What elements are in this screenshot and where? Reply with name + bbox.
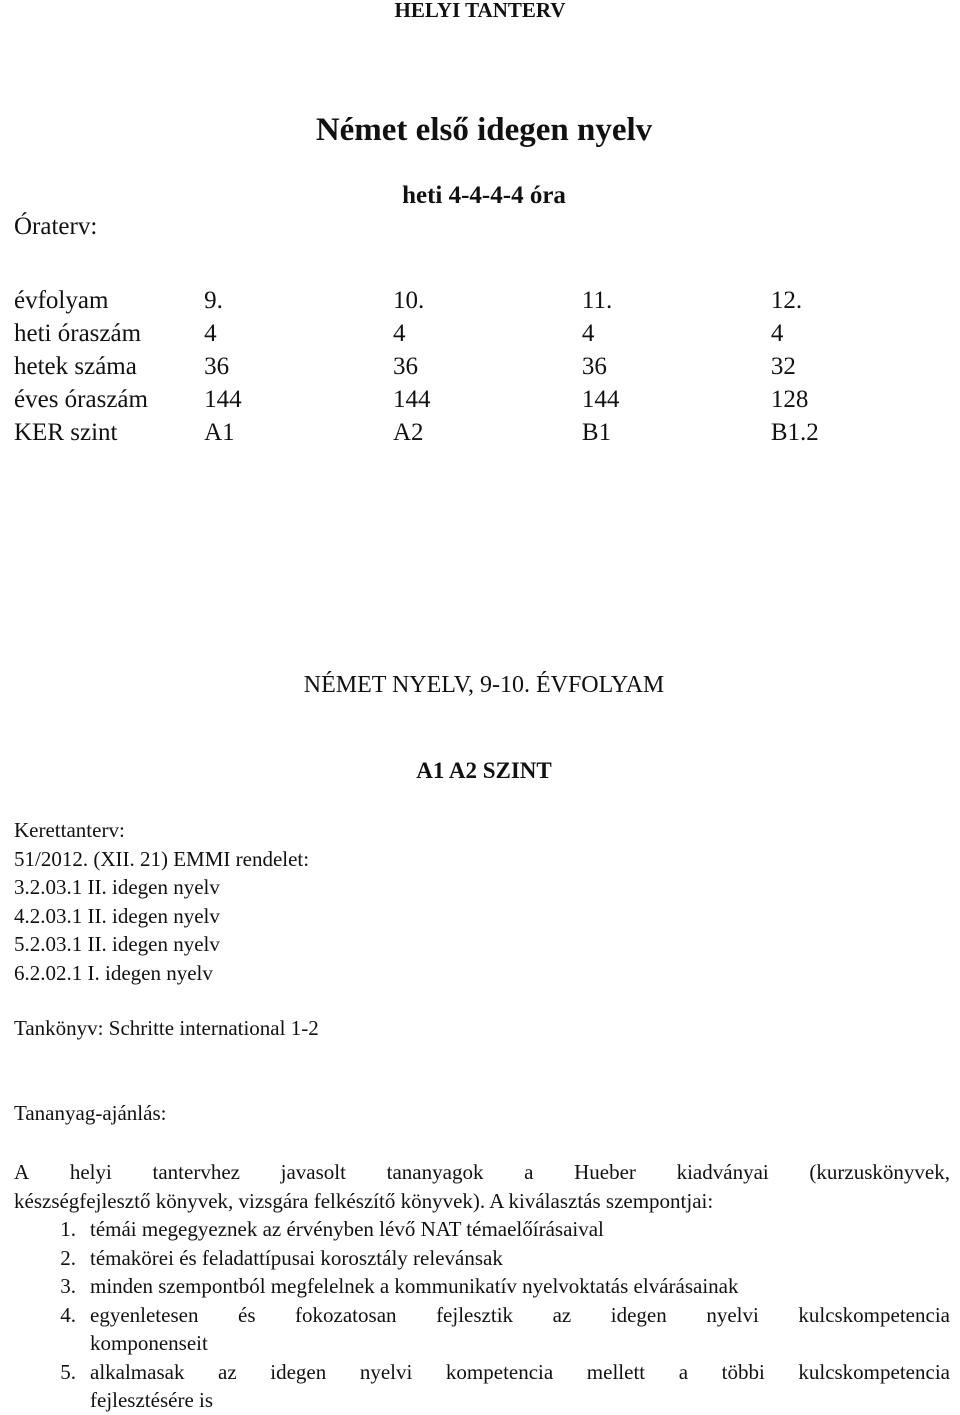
list-number: 2. <box>60 1245 76 1270</box>
row-label: heti óraszám <box>14 320 142 347</box>
row-label: KER szint <box>14 419 118 446</box>
list-item <box>14 1215 950 1244</box>
word: fokozatosan <box>295 1302 397 1327</box>
weekly-hours-subtitle: heti 4-4-4-4 óra <box>402 182 566 209</box>
kerettanterv-line: 5.2.03.1 II. idegen nyelv <box>14 932 220 956</box>
table-cell: A1 <box>204 419 235 446</box>
word: mellett <box>586 1359 646 1384</box>
kerettanterv-block <box>14 816 309 987</box>
word: javasolt <box>280 1160 346 1184</box>
list-item <box>14 1244 950 1273</box>
recommendation-paragraph <box>14 1158 950 1215</box>
table-row <box>14 317 960 350</box>
section-level: A1 A2 SZINT <box>416 758 552 783</box>
criteria-list <box>14 1215 950 1415</box>
list-number: 3. <box>60 1274 76 1298</box>
table-cell: 144 <box>392 386 431 413</box>
table-header-row <box>14 284 960 317</box>
word: (kurzuskönyvek, <box>809 1160 950 1184</box>
word: a <box>678 1359 689 1384</box>
hours-table <box>14 284 960 449</box>
list-number: 5. <box>60 1359 76 1384</box>
list-text-line <box>90 1358 950 1387</box>
list-text <box>90 1358 950 1415</box>
word: kulcskompetencia <box>798 1359 950 1384</box>
word: helyi <box>69 1160 112 1184</box>
kerettanterv-line: 4.2.03.1 II. idegen nyelv <box>14 903 220 928</box>
section-title: NÉMET NYELV, 9-10. ÉVFOLYAM <box>303 672 665 698</box>
table-cell: 4 <box>770 320 784 347</box>
page-title: Német első idegen nyelv <box>315 112 653 148</box>
document-header: HELYI TANTERV <box>394 0 566 22</box>
word: többi <box>721 1359 765 1384</box>
word: az <box>218 1359 237 1384</box>
list-number: 4. <box>60 1302 76 1327</box>
table-cell: 128 <box>770 386 809 413</box>
table-row <box>14 383 960 416</box>
table-cell: B1 <box>581 419 612 446</box>
list-item <box>14 1358 950 1415</box>
oraterv-label: Óraterv: <box>14 213 98 240</box>
table-cell: 32 <box>770 353 796 380</box>
list-text-line <box>90 1301 950 1330</box>
table-cell: 4 <box>581 320 595 347</box>
table-cell: 36 <box>581 353 607 380</box>
word: kulcskompetencia <box>798 1302 950 1327</box>
word: nyelvi <box>706 1302 759 1327</box>
table-cell: 36 <box>204 353 230 380</box>
word: kompetencia <box>445 1359 554 1384</box>
row-label: hetek száma <box>14 353 137 380</box>
word: kiadványai <box>676 1160 769 1184</box>
table-cell: B1.2 <box>770 419 819 446</box>
word: tantervhez <box>152 1160 240 1184</box>
table-header-cell: évfolyam <box>14 287 109 314</box>
list-item <box>14 1272 950 1301</box>
word: az <box>552 1302 572 1327</box>
table-cell: 144 <box>204 386 242 413</box>
kerettanterv-line: 6.2.02.1 I. idegen nyelv <box>14 960 213 985</box>
table-header-cell: 11. <box>581 287 613 314</box>
list-text-line: komponenseit <box>90 1331 208 1355</box>
list-item <box>14 1301 950 1358</box>
paragraph-line <box>14 1158 950 1187</box>
list-text <box>90 1301 950 1358</box>
word: tananyagok <box>386 1160 484 1184</box>
kerettanterv-line: 51/2012. (XII. 21) EMMI rendelet: <box>14 846 310 871</box>
word: alkalmasak <box>90 1359 185 1384</box>
list-number: 1. <box>60 1217 76 1241</box>
textbook-line: Tankönyv: Schritte international 1-2 <box>14 1016 319 1040</box>
word: egyenletesen <box>90 1302 199 1327</box>
word: és <box>238 1302 256 1327</box>
table-cell: A2 <box>392 419 424 446</box>
word: idegen <box>270 1359 327 1384</box>
table-cell: 144 <box>581 386 620 413</box>
kerettanterv-line: Kerettanterv: <box>14 818 125 842</box>
table-cell: 36 <box>392 353 418 380</box>
table-header-cell: 10. <box>392 287 425 314</box>
word: nyelvi <box>359 1359 413 1384</box>
table-header-cell: 12. <box>770 287 803 314</box>
paragraph-line: készségfejlesztő könyvek, vizsgára felkészítő könyvek). A kiválasztás szempontjai: <box>14 1188 714 1213</box>
word: A <box>14 1160 30 1184</box>
word: fejlesztik <box>436 1302 514 1327</box>
list-text: minden szempontból megfelelnek a kommunikatív nyelvoktatás elvárásainak <box>90 1274 739 1298</box>
kerettanterv-line: 3.2.03.1 II. idegen nyelv <box>14 875 220 899</box>
word: idegen <box>610 1302 667 1327</box>
material-recommendation-label: Tananyag-ajánlás: <box>14 1101 167 1125</box>
table-cell: 4 <box>392 320 406 347</box>
list-text: témái megegyeznek az érvényben lévő NAT témaelőírásaival <box>90 1217 604 1241</box>
table-cell: 4 <box>204 320 217 347</box>
table-row <box>14 350 960 383</box>
word: Hueber <box>574 1160 636 1184</box>
row-label: éves óraszám <box>14 386 148 413</box>
list-text: témakörei és feladattípusai korosztály relevánsak <box>90 1245 503 1270</box>
list-text-line: fejlesztésére is <box>90 1388 214 1412</box>
word: a <box>524 1160 534 1184</box>
table-row <box>14 416 960 449</box>
table-header-cell: 9. <box>204 287 223 314</box>
